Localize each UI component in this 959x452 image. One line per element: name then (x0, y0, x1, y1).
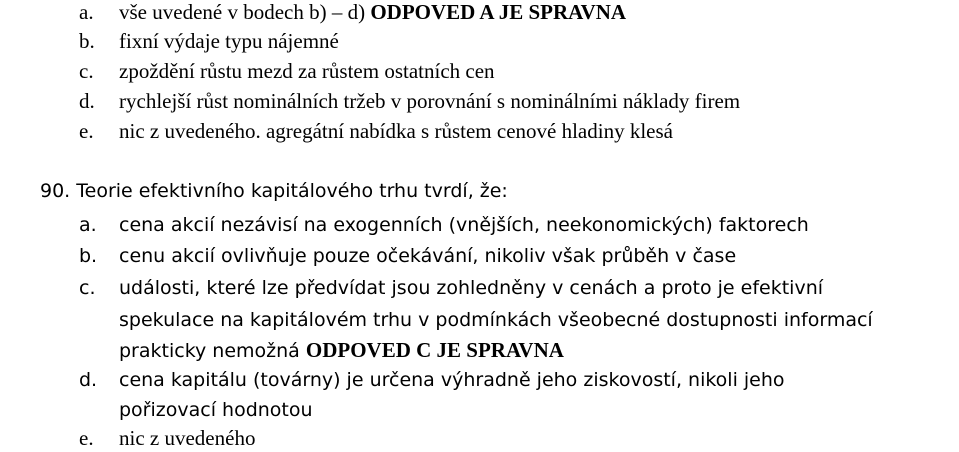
option-text: události, které lze předvídat jsou zohledněny v cenách a proto je efektivní (119, 277, 824, 299)
option-marker: d. (79, 89, 95, 113)
question-number: 90. (40, 180, 71, 202)
option-marker: b. (79, 29, 95, 53)
option-d-line-2 (119, 396, 949, 424)
option-text: cena kapitálu (továrny) je určena výhradně jeho ziskovostí, nikoli jeho (119, 369, 785, 391)
prev-option-b (79, 27, 939, 55)
answer-note: ODPOVED A JE SPRAVNA (370, 0, 627, 24)
option-marker: a. (79, 0, 94, 24)
answer-note: ODPOVED C JE SPRAVNA (305, 338, 564, 362)
option-marker: a. (79, 214, 97, 236)
option-c (79, 274, 949, 302)
option-text: nic z uvedeného. agregátní nabídka s růstem cenové hladiny klesá (119, 119, 673, 143)
prev-option-d (79, 87, 939, 115)
option-text: cenu akcií ovlivňuje pouze očekávání, nikoliv však průběh v čase (119, 245, 737, 267)
option-e (79, 424, 949, 452)
question-text: Teorie efektivního kapitálového trhu tvrdí, že: (76, 180, 508, 202)
option-c-line-2 (119, 306, 949, 334)
option-a (79, 211, 949, 239)
option-text: cena akcií nezávisí na exogenních (vnějších, neekonomických) faktorech (119, 214, 809, 236)
option-b (79, 242, 949, 270)
option-marker: d. (79, 369, 98, 391)
option-text: prakticky nemožná (119, 340, 306, 362)
option-c-line-3 (119, 336, 949, 364)
option-marker: c. (79, 59, 94, 83)
prev-option-e (79, 117, 939, 145)
option-text: zpoždění růstu mezd za růstem ostatních cen (119, 59, 495, 83)
question-title (40, 177, 508, 205)
option-text: spekulace na kapitálovém trhu v podmínkách všeobecné dostupnosti informací (119, 309, 873, 331)
option-marker: e. (79, 426, 94, 450)
option-d (79, 366, 949, 394)
prev-option-a (79, 0, 939, 26)
option-text: nic z uvedeného (119, 426, 256, 450)
prev-option-c (79, 57, 939, 85)
option-marker: b. (79, 245, 98, 267)
option-text: fixní výdaje typu nájemné (119, 29, 339, 53)
option-text: vše uvedené v bodech b) – d) (119, 0, 371, 24)
option-marker: c. (79, 277, 96, 299)
option-text: pořizovací hodnotou (119, 399, 313, 421)
option-marker: e. (79, 119, 94, 143)
option-text: rychlejší růst nominálních tržeb v porovnání s nominálními náklady firem (119, 89, 741, 113)
